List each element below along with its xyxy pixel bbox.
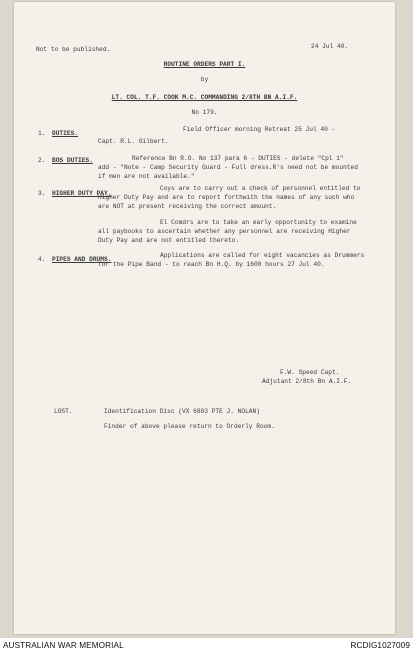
item-3-line: Higher Duty Pay and are to report forthwith the names of any such who: [98, 194, 355, 201]
item-2-line: Reference Bn R.O. No 137 para 6 - DUTIES - delete "Cpl 1": [132, 155, 344, 162]
item-3-heading: HIGHER DUTY PAY.: [52, 190, 112, 197]
archive-name: AUSTRALIAN WAR MEMORIAL: [3, 641, 124, 650]
lost-item-line: Identification Disc (VX 6803 PTE J. NOLAN): [104, 408, 260, 415]
signature-name: F.W. Speed Capt.: [280, 369, 340, 376]
item-1-number: 1.: [38, 130, 46, 137]
archive-footer: [0, 638, 413, 653]
item-1-line: Capt. R.L. Gilbert.: [98, 138, 169, 145]
item-3-line: Duty Pay and are not entitled thereto.: [98, 237, 240, 244]
commanding-officer-line: LT. COL. T.F. COOK M.C. COMMANDING 2/8TH BN A.I.F.: [111, 94, 298, 101]
item-2-number: 2.: [38, 157, 46, 164]
item-4-line: Applications are called for eight vacancies as Drummers: [160, 252, 365, 259]
item-2-line: add - "Note - Camp Security Guard - Full dress.R's need not be mounted: [98, 164, 358, 171]
item-1-heading: DUTIES.: [52, 130, 78, 137]
publish-note: Not to be published.: [36, 46, 111, 53]
item-2-line: if men are not available.": [98, 173, 195, 180]
document-page: [14, 2, 395, 634]
item-3-number: 3.: [38, 190, 46, 197]
item-3-line: Coys are to carry out a check of personnel entitled to: [160, 185, 361, 192]
item-2-heading: BOS DUTIES.: [52, 157, 93, 164]
order-number: No 179.: [191, 109, 218, 116]
item-4-line: for the Pipe Band - to reach Bn H.Q. by 1600 hours 27 Jul 40.: [98, 261, 325, 268]
lost-label: LOST.: [54, 408, 73, 415]
item-1-line: Field Officer morning Retreat 25 Jul 40 -: [183, 126, 336, 133]
item-3-line: El Comdrs are to take an early opportunity to examine: [160, 219, 357, 226]
item-4-heading: PIPES AND DRUMS.: [52, 256, 112, 263]
lost-return-line: Finder of above please return to Orderly Room.: [104, 423, 275, 430]
archive-reference: RCDIG1027009: [350, 641, 410, 650]
item-3-line: all paybooks to ascertain whether any personnel are receiving Higher: [98, 228, 351, 235]
item-4-number: 4.: [38, 256, 46, 263]
document-date: 24 Jul 40.: [311, 43, 349, 50]
document-title: ROUTINE ORDERS PART I.: [163, 61, 246, 68]
title-by: by: [200, 76, 209, 83]
item-3-line: are NOT at present receiving the correct amount.: [98, 203, 277, 210]
signature-title: Adjutant 2/8th Bn A.I.F.: [262, 378, 352, 385]
